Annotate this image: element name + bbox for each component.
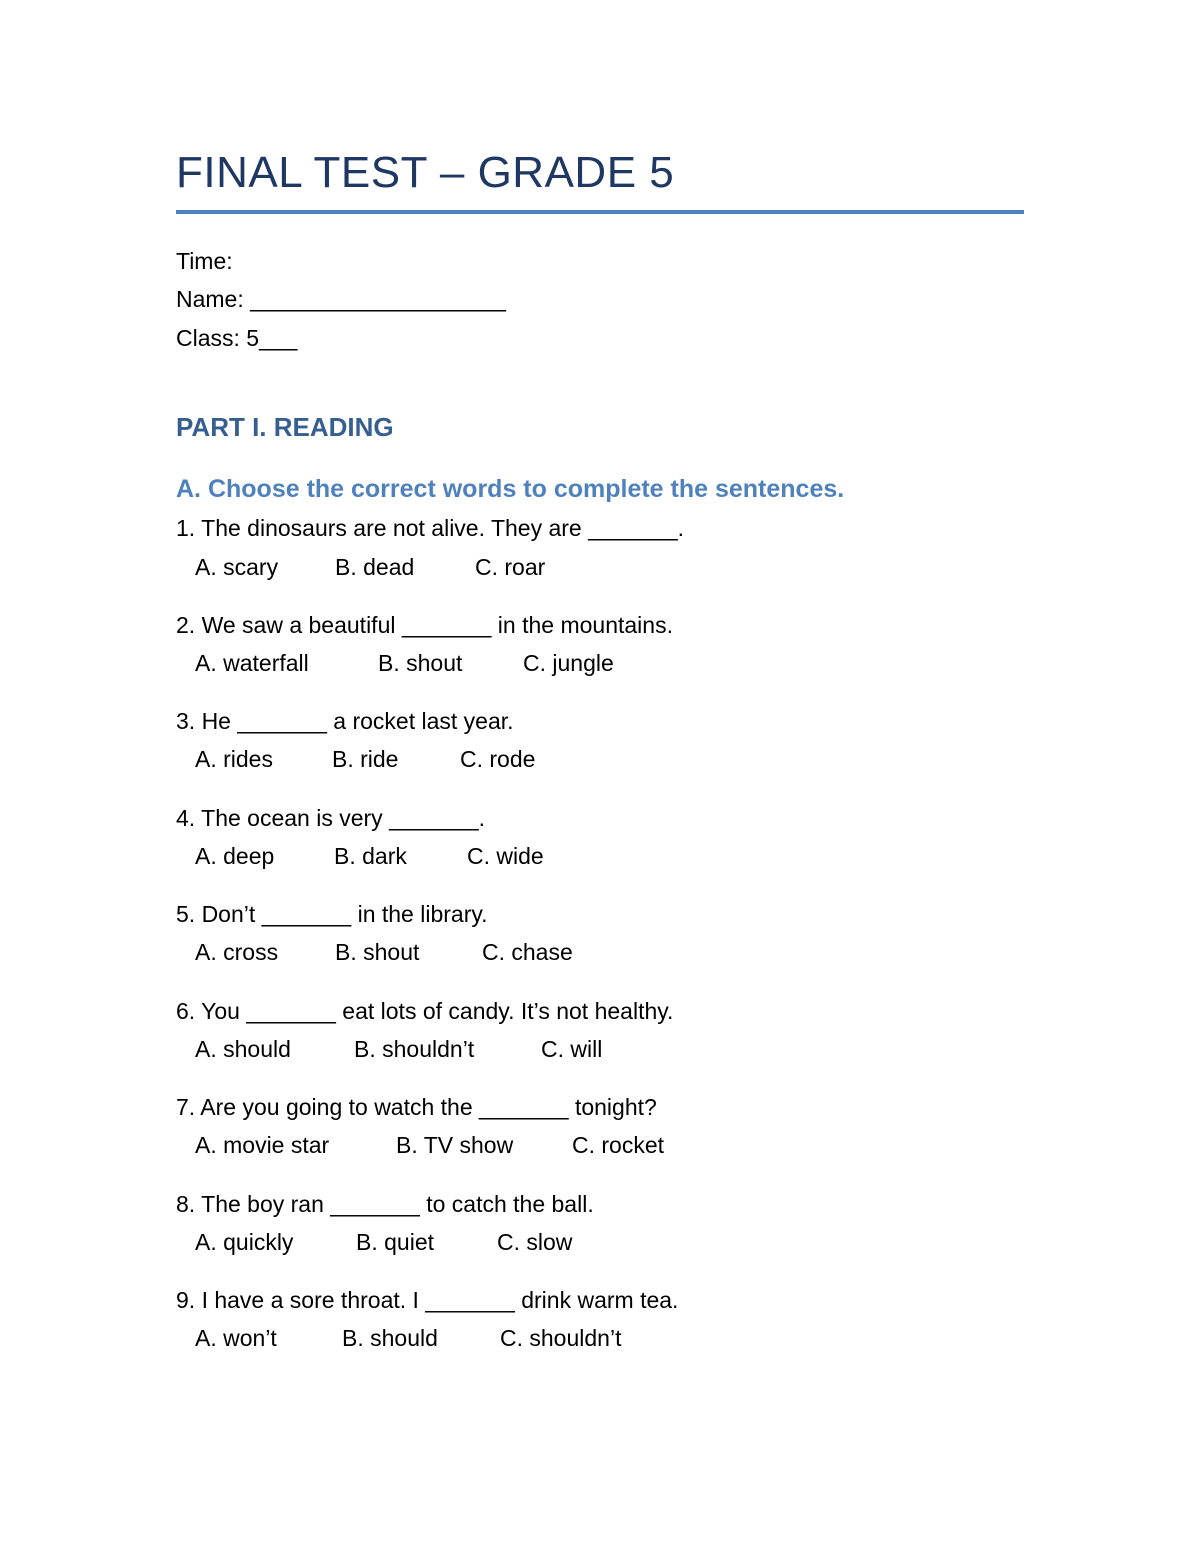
question-7: 7. Are you going to watch the _______ tonight?: [176, 1094, 657, 1120]
question-3: 3. He _______ a rocket last year.: [176, 708, 514, 734]
q7-option-a: A. movie star: [195, 1132, 330, 1158]
page-title: FINAL TEST – GRADE 5: [176, 148, 675, 197]
q3-option-b: B. ride: [332, 746, 399, 772]
q9-option-c: C. shouldn’t: [500, 1325, 622, 1351]
question-8: 8. The boy ran _______ to catch the ball.: [176, 1191, 594, 1217]
section-heading: A. Choose the correct words to complete the sentences.: [176, 475, 845, 503]
q7-option-c: C. rocket: [572, 1132, 665, 1158]
q3-option-c: C. rode: [460, 746, 536, 772]
q8-option-c: C. slow: [497, 1229, 573, 1255]
question-5: 5. Don’t _______ in the library.: [176, 901, 488, 927]
title-underline: [176, 210, 1024, 214]
q8-option-b: B. quiet: [356, 1229, 434, 1255]
q4-option-c: C. wide: [467, 843, 544, 869]
q3-option-a: A. rides: [195, 746, 273, 772]
q9-option-a: A. won’t: [195, 1325, 277, 1351]
question-2: 2. We saw a beautiful _______ in the mountains.: [176, 612, 673, 638]
q6-option-b: B. shouldn’t: [354, 1036, 475, 1062]
time-field: Time:: [176, 248, 233, 274]
q2-option-b: B. shout: [378, 650, 463, 676]
class-field: Class: 5___: [176, 325, 298, 351]
q4-option-a: A. deep: [195, 843, 275, 869]
q5-option-a: A. cross: [195, 939, 279, 965]
q1-option-b: B. dead: [335, 554, 415, 580]
q6-option-a: A. should: [195, 1036, 291, 1062]
q4-option-b: B. dark: [334, 843, 407, 869]
q2-option-a: A. waterfall: [195, 650, 309, 676]
q5-option-b: B. shout: [335, 939, 420, 965]
q8-option-a: A. quickly: [195, 1229, 294, 1255]
question-1: 1. The dinosaurs are not alive. They are _______.: [176, 515, 685, 541]
part-heading: PART I. READING: [176, 412, 394, 442]
q7-option-b: B. TV show: [396, 1132, 514, 1158]
q9-option-b: B. should: [342, 1325, 438, 1351]
q2-option-c: C. jungle: [523, 650, 614, 676]
name-field: Name: ____________________: [176, 286, 506, 312]
q1-option-c: C. roar: [475, 554, 546, 580]
question-6: 6. You _______ eat lots of candy. It’s not healthy.: [176, 998, 674, 1024]
q6-option-c: C. will: [541, 1036, 603, 1062]
question-9: 9. I have a sore throat. I _______ drink warm tea.: [176, 1287, 679, 1313]
question-4: 4. The ocean is very _______.: [176, 805, 486, 831]
q1-option-a: A. scary: [195, 554, 279, 580]
q5-option-c: C. chase: [482, 939, 573, 965]
